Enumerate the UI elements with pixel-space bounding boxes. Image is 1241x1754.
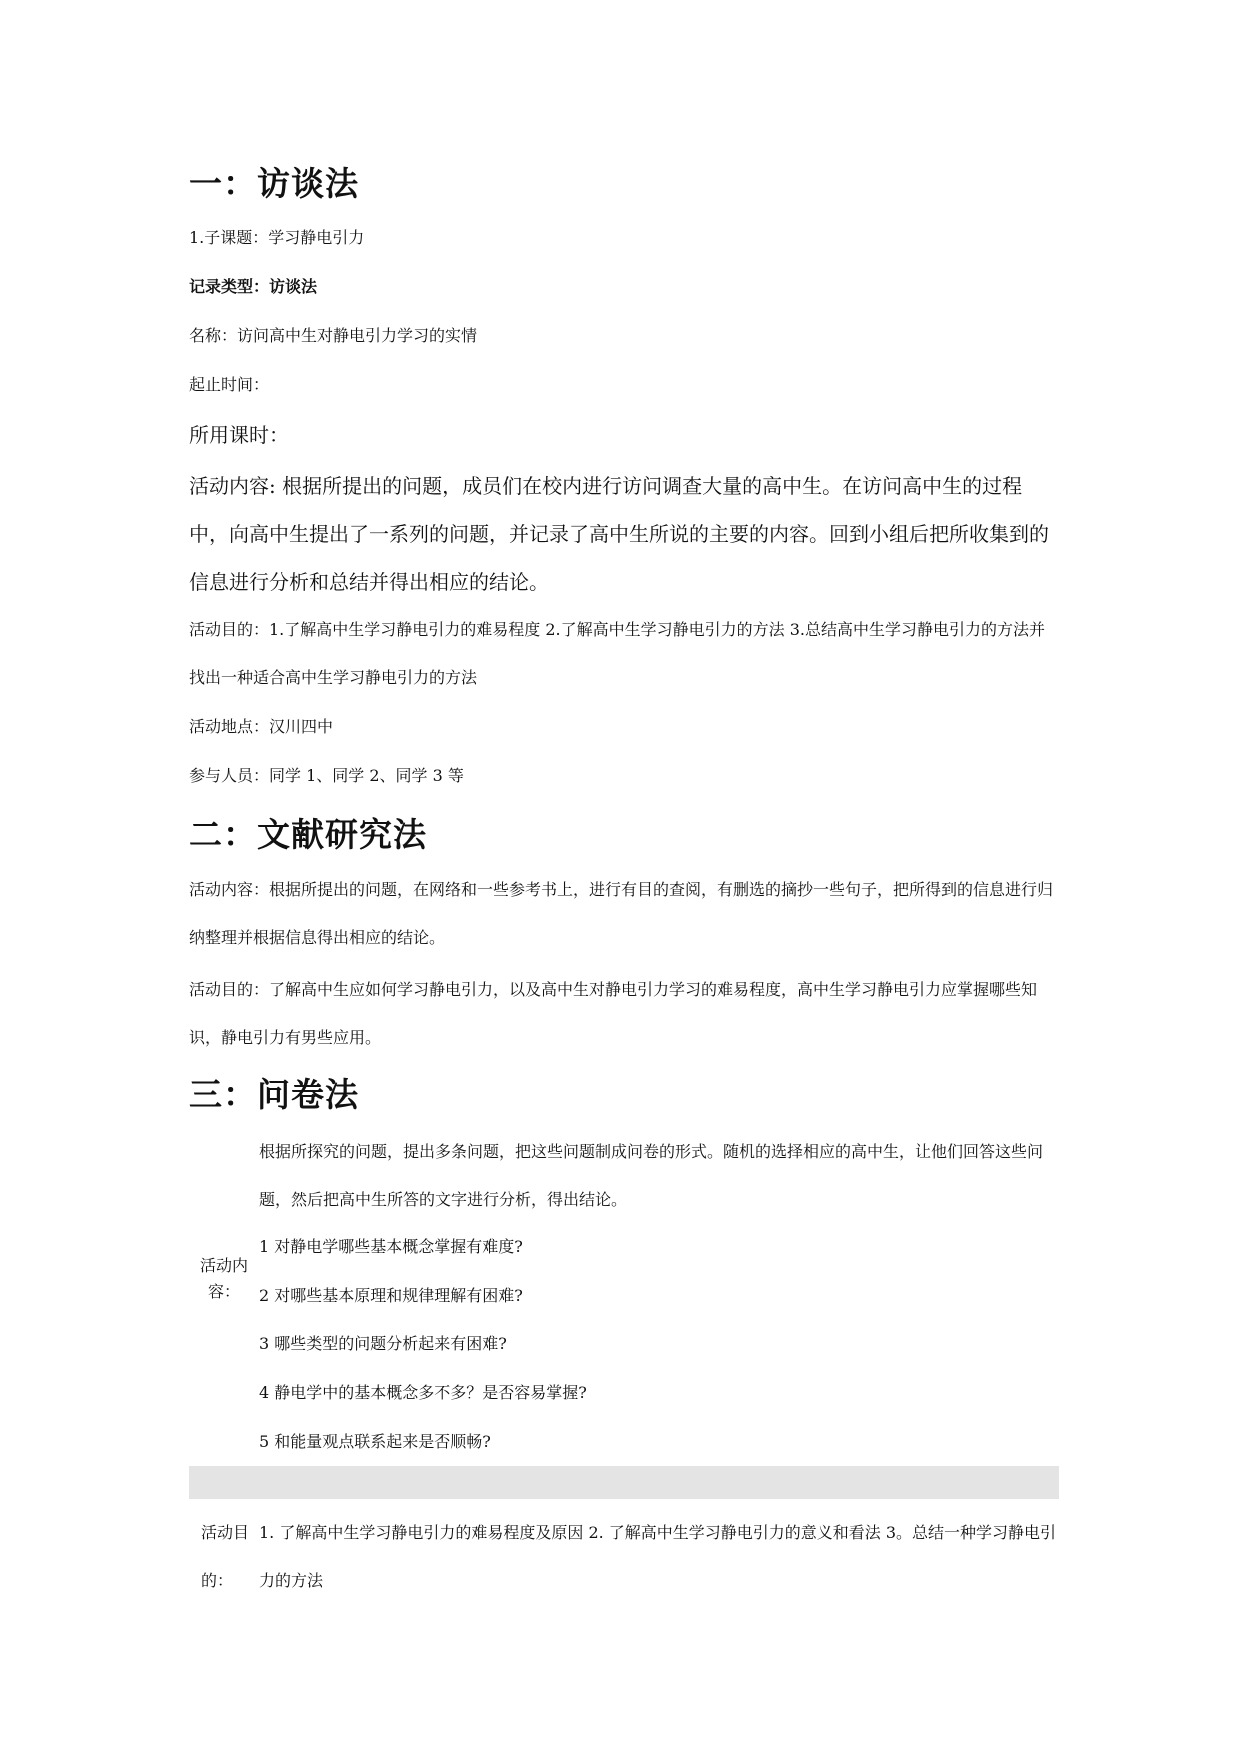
time-range-line: 起止时间：	[189, 375, 270, 394]
location-line: 活动地点：汉川四中	[189, 717, 334, 736]
subtopic-line: 1.子课题：学习静电引力	[189, 228, 365, 247]
participants-line: 参与人员：同学 1、同学 2、同学 3 等	[189, 766, 464, 785]
questionnaire-intro-paragraph: 根据所探究的问题，提出多条问题，把这些问题制成问卷的形式。随机的选择相应的高中生，让他们回答这些问题，然后把高中生所答的文字进行分析，得出结论。	[259, 1142, 1044, 1209]
question-item-5: 5 和能量观点联系起来是否顺畅?	[259, 1432, 491, 1451]
record-type-line: 记录类型：访谈法	[189, 277, 318, 296]
question-item-1: 1 对静电学哪些基本概念掌握有难度?	[259, 1237, 523, 1256]
questionnaire-content-label: 活动内容：	[199, 1256, 248, 1301]
name-line: 名称：访问高中生对静电引力学习的实情	[189, 326, 478, 345]
class-hours-line: 所用课时：	[189, 423, 289, 447]
literature-content-paragraph: 活动内容：根据所提出的问题，在网络和一些参考书上，进行有目的查阅，有删选的摘抄一些句子，把所得到的信息进行归纳整理并根据信息得出相应的结论。	[189, 880, 1054, 947]
questionnaire-purpose-text: 1. 了解高中生学习静电引力的难易程度及原因 2. 了解高中生学习静电引力的意义和看法 3。总结一种学习静电引力的方法	[259, 1523, 1057, 1590]
questionnaire-purpose-label: 活动目的：	[201, 1523, 250, 1590]
question-item-4: 4 静电学中的基本概念多不多？是否容易掌握?	[259, 1383, 587, 1402]
section-heading-questionnaire: 三：问卷法	[189, 1075, 359, 1114]
section-heading-literature: 二：文献研究法	[189, 815, 427, 854]
interview-content-paragraph: 活动内容: 根据所提出的问题，成员们在校内进行访问调查大量的高中生。在访问高中生的过程中，向高中生提出了一系列的问题，并记录了高中生所说的主要的内容。回到小组后把所收集到的信息进行分析和总结并得出相应的结论。	[189, 474, 1049, 594]
section-heading-interview: 一：访谈法	[189, 164, 359, 203]
question-item-3: 3 哪些类型的问题分析起来有困难?	[259, 1334, 507, 1353]
literature-purpose-paragraph: 活动目的：了解高中生应如何学习静电引力，以及高中生对静电引力学习的难易程度，高中生学习静电引力应掌握哪些知识，静电引力有男些应用。	[189, 980, 1038, 1047]
table-separator-band	[189, 1466, 1059, 1499]
question-item-2: 2 对哪些基本原理和规律理解有困难?	[259, 1286, 523, 1305]
interview-purpose-paragraph: 活动目的：1.了解高中生学习静电引力的难易程度 2.了解高中生学习静电引力的方法 3.总结高中生学习静电引力的方法并找出一种适合高中生学习静电引力的方法	[189, 620, 1045, 687]
